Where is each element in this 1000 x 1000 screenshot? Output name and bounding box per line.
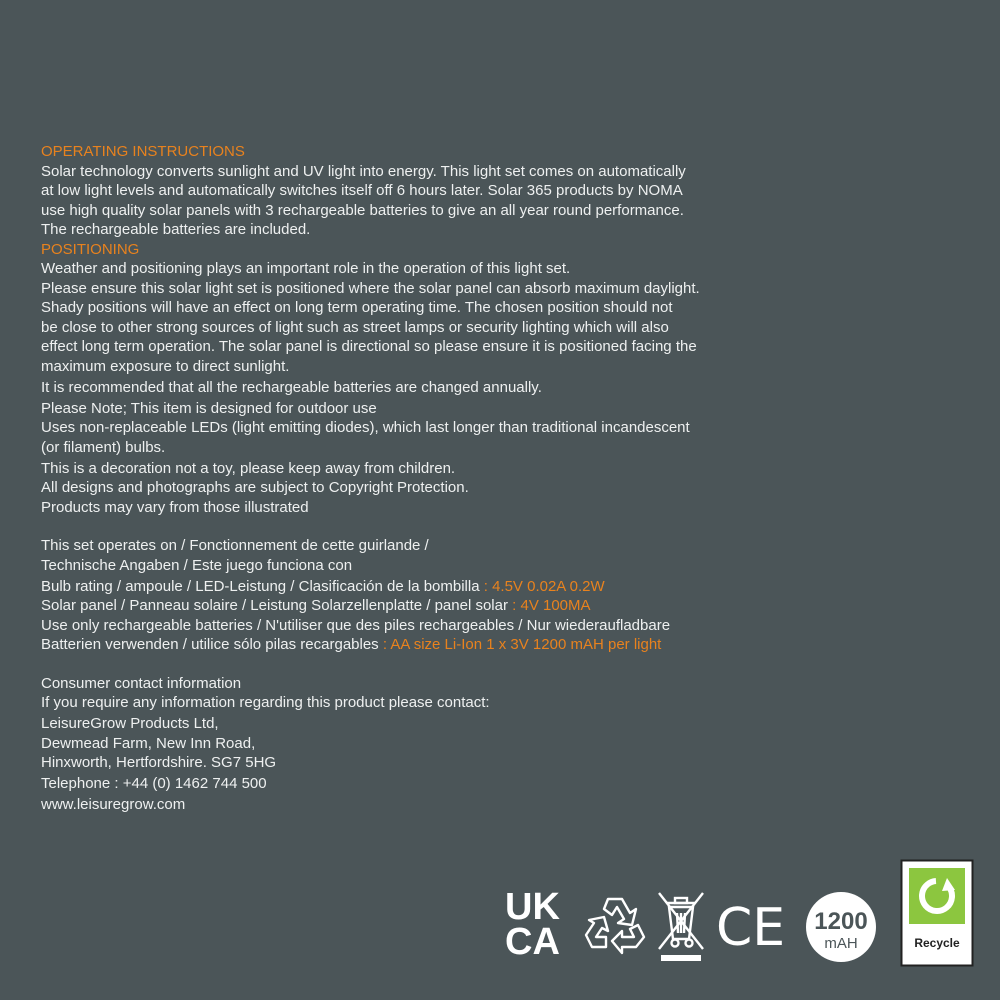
positioning-line: Shady positions will have an effect on long term operating time. The chosen position should not <box>41 299 673 316</box>
recycle-arrows-icon <box>582 893 648 955</box>
vary-note: Products may vary from those illustrated <box>41 498 309 516</box>
weee-bin-icon <box>655 889 707 963</box>
solar-panel-label: Solar panel / Panneau solaire / Leistung Solarzellenplatte / panel solar <box>41 597 508 614</box>
address-line: Dewmead Farm, New Inn Road, <box>41 734 256 752</box>
led-note-line: Uses non-replaceable LEDs (light emitting diodes), which last longer than traditional incandescent <box>41 419 690 436</box>
positioning-line: Weather and positioning plays an important role in the operation of this light set. <box>41 260 571 277</box>
bulb-rating-label: Bulb rating / ampoule / LED-Leistung / Clasificación de la bombilla <box>41 577 480 595</box>
bulb-rating-value: : 4.5V 0.02A 0.2W <box>479 577 605 595</box>
toy-note: This is a decoration not a toy, please keep away from children. <box>41 459 456 477</box>
battery-label-line: Use only rechargeable batteries / N'utiliser que des piles rechargeables / Nur wiederaufladbare <box>41 616 671 634</box>
battery-capacity-badge-icon <box>805 891 877 963</box>
operating-line: Solar technology converts sunlight and UV light into energy. This light set comes on automatically <box>41 162 686 180</box>
address-line: Hinxworth, Hertfordshire. SG7 5HG <box>41 754 277 771</box>
led-note-line: (or filament) bulbs. <box>41 438 166 456</box>
positioning-heading: POSITIONING <box>41 240 140 258</box>
specs-intro-line: Technische Angaben / Este juego funciona con <box>41 556 353 574</box>
ce-mark-icon <box>715 895 785 955</box>
battery-label: Batterien verwenden / utilice sólo pilas recargables <box>41 636 379 653</box>
instructions-document <box>41 142 821 815</box>
ce-mark-text: CE <box>716 898 785 955</box>
recycle-box-icon <box>900 859 974 967</box>
contact-prompt: If you require any information regarding this product please contact: <box>41 694 490 711</box>
specs-intro-line: This set operates on / Fonctionnement de cette guirlande / <box>41 537 429 554</box>
positioning-line: effect long term operation. The solar panel is directional so please ensure it is positioned facing the <box>41 338 697 355</box>
batteries-note: It is recommended that all the rechargeable batteries are changed annually. <box>41 378 542 396</box>
positioning-line: Please ensure this solar light set is positioned where the solar panel can absorb maximum daylight. <box>41 279 700 297</box>
solar-panel-rating <box>41 596 821 616</box>
positioning-line: be close to other strong sources of light such as street lamps or security lighting which will also <box>41 318 669 336</box>
telephone: Telephone : +44 (0) 1462 744 500 <box>41 775 267 792</box>
contact-heading: Consumer contact information <box>41 674 242 692</box>
positioning-line: maximum exposure to direct sunlight. <box>41 357 290 375</box>
company-name: LeisureGrow Products Ltd, <box>41 715 219 732</box>
operating-line: at low light levels and automatically switches itself off 6 hours later. Solar 365 products by NOMA <box>41 182 683 199</box>
certification-marks <box>500 855 980 975</box>
battery-rating <box>41 635 821 655</box>
operating-line: use high quality solar panels with 3 rechargeable batteries to give an all year round performance. <box>41 201 684 219</box>
ukca-mark-icon <box>502 885 580 957</box>
outdoor-note: Please Note; This item is designed for outdoor use <box>41 399 377 417</box>
capacity-value: 1200 <box>814 908 868 935</box>
operating-line: The rechargeable batteries are included. <box>41 221 311 238</box>
operating-heading: OPERATING INSTRUCTIONS <box>41 143 245 160</box>
website-link[interactable]: www.leisuregrow.com <box>41 796 186 813</box>
solar-panel-value: : 4V 100MA <box>507 597 591 614</box>
bulb-rating <box>41 577 821 597</box>
recycle-label: Recycle <box>914 936 960 950</box>
capacity-unit: mAH <box>824 935 858 952</box>
copyright-note: All designs and photographs are subject to Copyright Protection. <box>41 479 469 496</box>
ukca-line-2: CA <box>505 921 560 957</box>
ukca-line-1: UK <box>505 886 560 928</box>
battery-value: : AA size Li-Ion 1 x 3V 1200 mAH per light <box>378 636 662 653</box>
